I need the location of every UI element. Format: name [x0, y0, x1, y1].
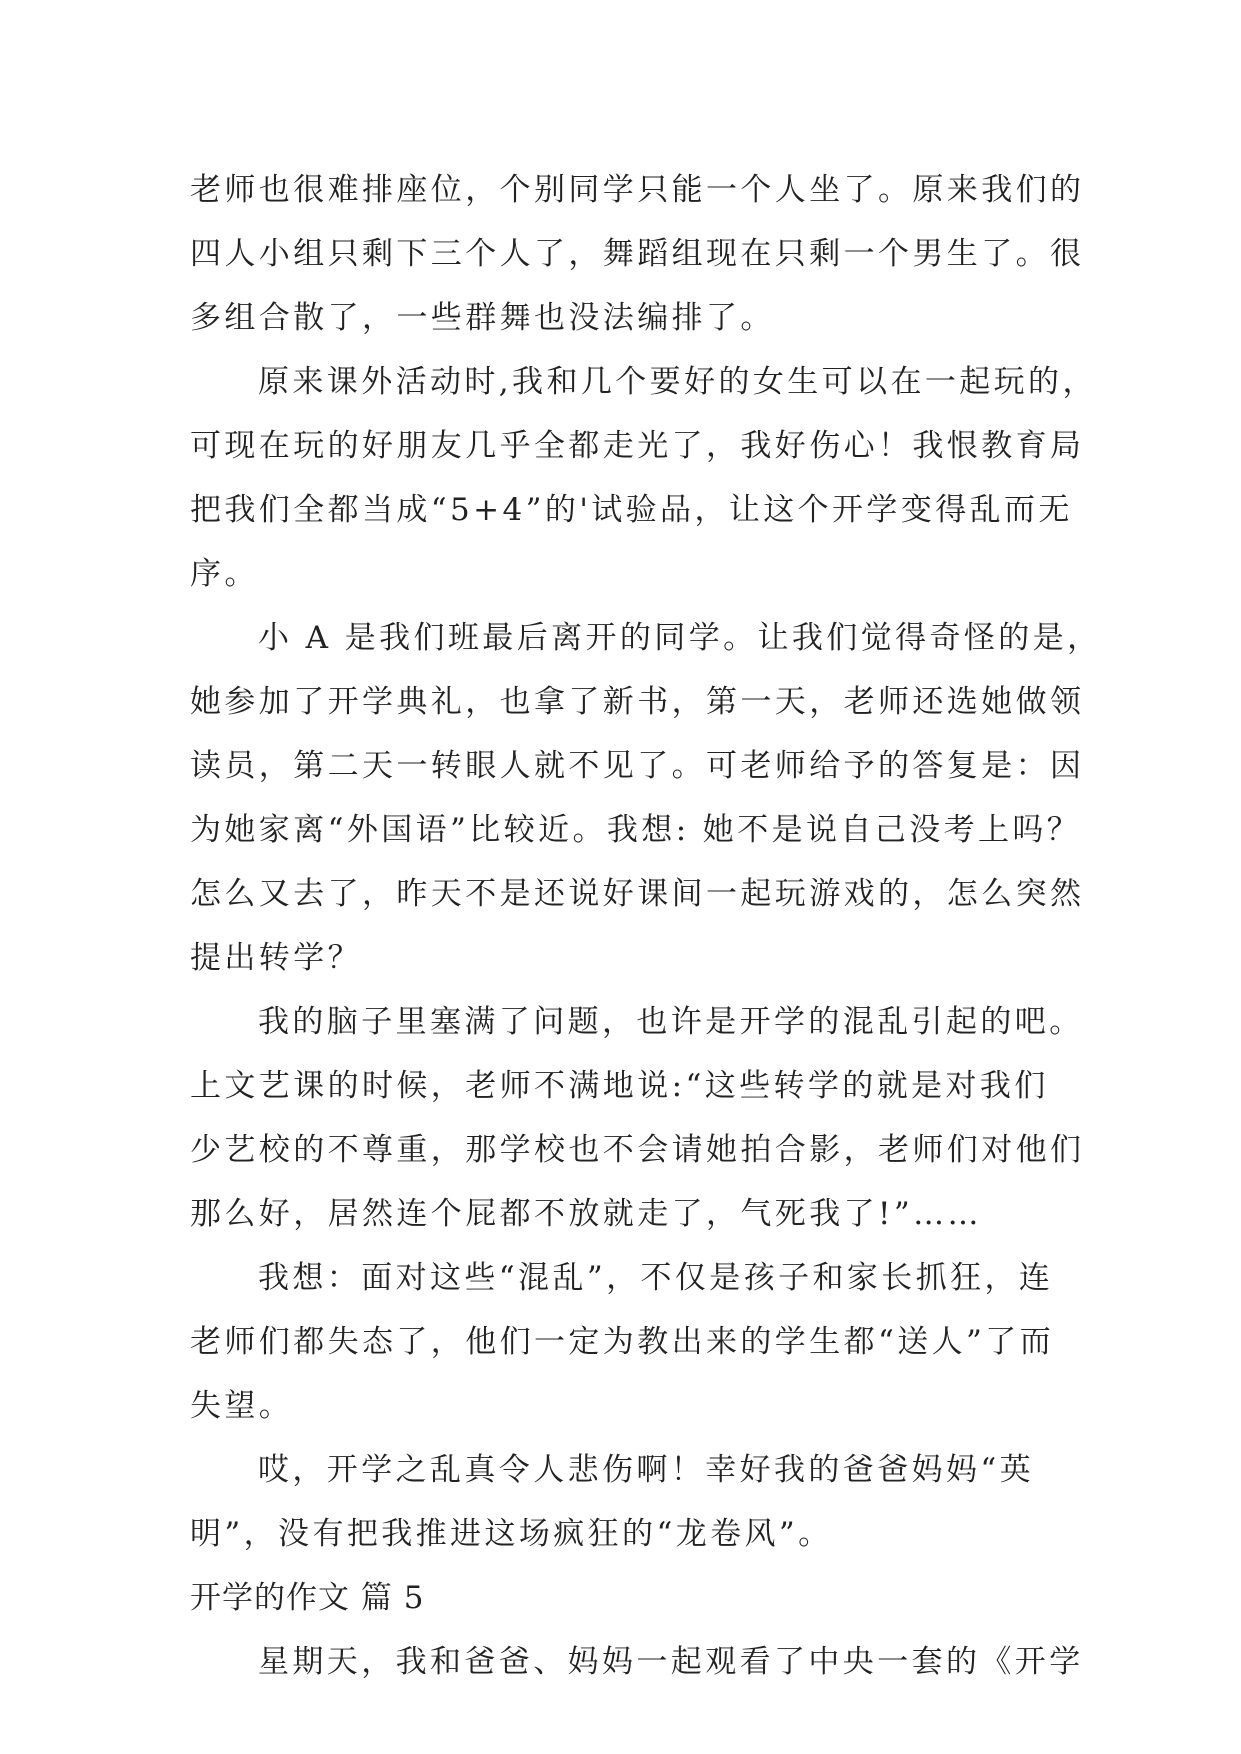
text-line: 序。	[190, 556, 259, 592]
paragraph-first-line: 我的脑子里塞满了问题，也许是开学的混乱引起的吧。	[258, 1004, 1084, 1040]
text-line: 四人小组只剩下三个人了，舞蹈组现在只剩一个男生了。很	[190, 236, 1085, 272]
text-line: 那么好，居然连个屁都不放就走了，气死我了!”……	[190, 1196, 982, 1232]
text-line: 提出转学？	[190, 940, 362, 976]
text-line: 怎么又去了，昨天不是还说好课间一起玩游戏的，怎么突然	[190, 876, 1085, 912]
paragraph-first-line: 星期天，我和爸爸、妈妈一起观看了中央一套的《开学	[258, 1644, 1084, 1680]
text-line: 多组合散了，一些群舞也没法编排了。	[190, 300, 775, 336]
paragraph-first-line: 小 A 是我们班最后离开的同学。让我们觉得奇怪的是，	[258, 620, 1102, 656]
text-line: 为她家离“外国语”比较近。我想: 她不是说自己没考上吗？	[190, 812, 1082, 848]
text-line: 上文艺课的时候，老师不满地说:“这些转学的就是对我们	[190, 1068, 1049, 1104]
text-line: 老师也很难排座位，个别同学只能一个人坐了。原来我们的	[190, 172, 1085, 208]
text-line: 失望。	[190, 1388, 294, 1424]
document-body	[190, 158, 1102, 1694]
text-line: 老师们都失态了，他们一定为教出来的学生都“送人”了而	[190, 1324, 1055, 1360]
text-line: 少艺校的不尊重，那学校也不会请她拍合影，老师们对他们	[190, 1132, 1085, 1168]
paragraph-first-line: 我想：面对这些“混乱”，不仅是孩子和家长抓狂，连	[258, 1260, 1054, 1296]
text-line: 明”，没有把我推进这场疯狂的“龙卷风”。	[190, 1516, 833, 1552]
text-line: 把我们全都当成“5+4”的'试验品，让这个开学变得乱而无	[190, 492, 1073, 528]
paragraph-first-line: 原来课外活动时,我和几个要好的女生可以在一起玩的，	[258, 364, 1097, 400]
text-line: 她参加了开学典礼，也拿了新书，第一天，老师还选她做领	[190, 684, 1085, 720]
text-line: 读员，第二天一转眼人就不见了。可老师给予的答复是：因	[190, 748, 1085, 784]
section-heading: 开学的作文 篇 5	[190, 1580, 425, 1616]
text-line: 可现在玩的好朋友几乎全都走光了，我好伤心！我恨教育局	[190, 428, 1085, 464]
paragraph-first-line: 哎，开学之乱真令人悲伤啊！幸好我的爸爸妈妈“英	[258, 1452, 1035, 1488]
